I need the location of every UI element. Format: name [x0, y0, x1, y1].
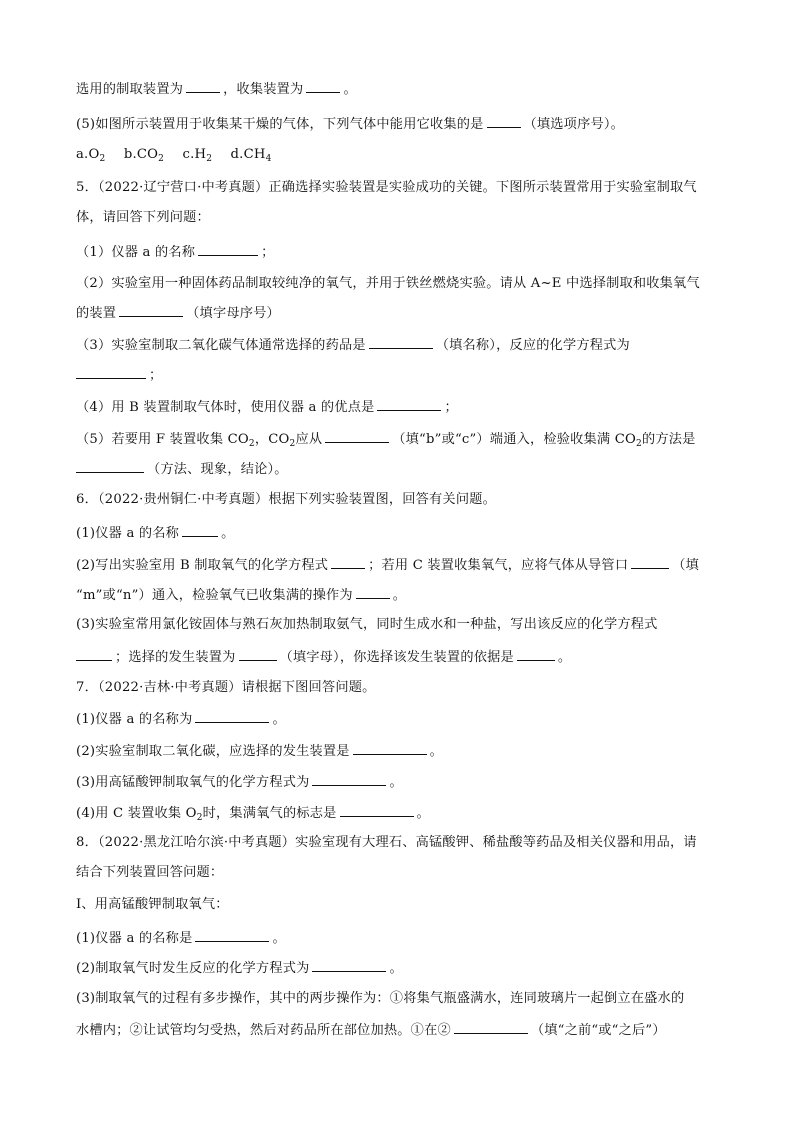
text: 水槽内；②让试管均匀受热，然后对药品所在部位加热。①在②: [76, 1023, 451, 1038]
answer-blank[interactable]: [186, 78, 220, 93]
text-line: [76, 740, 443, 762]
text: 应从: [295, 432, 323, 447]
question-heading: [76, 678, 376, 698]
text: 。: [221, 526, 235, 541]
option-d: d.CH: [230, 147, 266, 162]
text: 。: [429, 744, 444, 759]
answer-blank[interactable]: [353, 740, 427, 755]
text: ；: [261, 245, 275, 260]
text: (3)实验室常用氯化铵固体与熟石灰加热制取氨气，同时生成水和一种盐，写出该反应的化学方程式: [76, 617, 658, 632]
text: 的方法是: [641, 432, 696, 447]
answer-blank[interactable]: [369, 334, 433, 349]
text: 体，请回答下列问题：: [76, 210, 210, 225]
text-line: [76, 863, 223, 883]
text-line: [76, 334, 630, 356]
text: 。: [557, 650, 572, 665]
answer-blank[interactable]: [195, 927, 269, 942]
text: ；: [149, 368, 163, 383]
text-line: [76, 396, 458, 418]
text: (1)仪器 a 的名称为: [76, 712, 193, 727]
text-line: [76, 646, 571, 668]
text: (1)仪器 a 的名称: [76, 526, 180, 541]
subscript: 2: [158, 154, 165, 164]
answer-blank[interactable]: [182, 522, 218, 537]
text: 选用的制取装置为: [76, 82, 184, 97]
answer-blank[interactable]: [312, 957, 386, 972]
text-line: [76, 208, 210, 228]
text-line: [76, 989, 684, 1009]
text: （填字母），你选择该发生装置的依据是: [279, 650, 514, 665]
text: （4）用 B 装置制取气体时，使用仪器 a 的优点是: [76, 400, 375, 415]
answer-blank[interactable]: [325, 428, 389, 443]
text: ；若用 C 装置收集氧气，应将气体从导管口: [368, 558, 629, 573]
text: Ⅰ、用高锰酸钾制取氧气：: [76, 897, 229, 912]
text: ；: [444, 400, 458, 415]
option-b: b.CO: [123, 147, 159, 162]
answer-blank[interactable]: [340, 802, 414, 817]
text-line: [76, 708, 286, 730]
answer-blank[interactable]: [631, 554, 669, 569]
question-heading: [76, 833, 697, 853]
text-line: [76, 458, 288, 480]
subscript: 4: [265, 154, 272, 164]
text: (4)用 C 装置收集 O: [76, 806, 197, 821]
text: （填: [672, 558, 699, 573]
text: 。: [272, 931, 286, 946]
subscript: 2: [196, 813, 203, 823]
answer-blank[interactable]: [198, 241, 258, 256]
text: 5．（2022·辽宁营口·中考真题）正确选择实验装置是实验成功的关键。下图所示装置常用于实验室制取气: [76, 180, 697, 195]
text: (3)用高锰酸钾制取氧气的化学方程式为: [76, 775, 310, 790]
text: ；选择的发生装置为: [115, 650, 236, 665]
text: （1）仪器 a 的名称: [76, 245, 196, 260]
text-line: [76, 241, 275, 263]
section-heading: [76, 895, 229, 915]
answer-blank[interactable]: [76, 364, 146, 379]
answer-blank[interactable]: [356, 584, 390, 599]
text: 的装置: [76, 306, 117, 321]
text: （填名称），反应的化学方程式为: [435, 338, 630, 353]
answer-blank[interactable]: [517, 646, 555, 661]
text: （填选项序号）。: [523, 117, 625, 132]
text: 7．（2022·吉林·中考真题）请根据下图回答问题。: [76, 680, 376, 695]
text: (1)仪器 a 的名称是: [76, 931, 193, 946]
question-heading: [76, 490, 496, 510]
text-line: [76, 771, 403, 793]
subscript: 2: [99, 154, 106, 164]
text-line: [76, 428, 696, 450]
answer-blank[interactable]: [119, 302, 183, 317]
text: （填字母序号）: [186, 306, 280, 321]
text: 。: [416, 806, 430, 821]
text-line: [76, 113, 624, 135]
subscript: 2: [289, 439, 296, 449]
text: （填“b”或“c”）端通入，检验收集满 CO: [392, 432, 636, 447]
text-line: [76, 615, 658, 635]
text-line: [76, 274, 700, 294]
text: (2)写出实验室用 B 制取氧气的化学方程式: [76, 558, 329, 573]
text: （5）若要用 F 装置收集 CO: [76, 432, 249, 447]
text-line: [76, 1019, 666, 1041]
text-line: [76, 927, 286, 949]
text: (2)制取氧气时发生反应的化学方程式为: [76, 961, 310, 976]
answer-blank[interactable]: [331, 554, 365, 569]
answer-blank[interactable]: [377, 396, 441, 411]
subscript: 2: [248, 439, 255, 449]
text: 6．（2022·贵州铜仁·中考真题）根据下列实验装置图，回答有关问题。: [76, 492, 496, 507]
question-heading: [76, 178, 697, 198]
option-a: a.O: [76, 147, 100, 162]
text: (2)实验室制取二氧化碳，应选择的发生装置是: [76, 744, 350, 759]
text: 。: [389, 961, 403, 976]
text: 。: [389, 775, 403, 790]
text-line: [76, 302, 280, 324]
text-line: [76, 584, 406, 606]
text: 结合下列装置回答问题：: [76, 865, 224, 880]
text-line: [76, 522, 234, 544]
subscript: 2: [206, 154, 213, 164]
answer-blank[interactable]: [239, 646, 277, 661]
options-line: [76, 145, 272, 165]
answer-blank[interactable]: [306, 78, 340, 93]
text: （3）实验室制取二氧化碳气体通常选择的药品是: [76, 338, 366, 353]
text: ，收集装置为: [223, 82, 304, 97]
text: （填“之前“或“之后”）: [530, 1023, 666, 1038]
text: 时，集满氧气的标志是: [202, 806, 337, 821]
text-line: [76, 78, 357, 100]
answer-blank[interactable]: [487, 113, 521, 128]
text-line: [76, 554, 699, 576]
text: 。: [392, 588, 407, 603]
text: 8．（2022·黑龙江哈尔滨·中考真题）实验室现有大理石、高锰酸钾、稀盐酸等药品及相关仪器和用品，请: [76, 835, 697, 850]
text: (5)如图所示装置用于收集某干燥的气体，下列气体中能用它收集的是: [76, 117, 484, 132]
text: （2）实验室用一种固体药品制取较纯净的氧气，并用于铁丝燃烧实验。请从 A~E 中选择制取和收集氧气: [76, 276, 700, 291]
text: （方法、现象，结论）。: [147, 462, 288, 477]
answer-blank[interactable]: [76, 458, 144, 473]
text: “m”或“n”）通入，检验氧气已收集满的操作为: [76, 588, 353, 603]
option-c: c.H: [182, 147, 207, 162]
text: 。: [272, 712, 286, 727]
text-line: [76, 957, 403, 979]
answer-blank[interactable]: [76, 646, 112, 661]
text: 。: [343, 82, 357, 97]
answer-blank[interactable]: [195, 708, 269, 723]
answer-blank[interactable]: [312, 771, 386, 786]
text: (3)制取氧气的过程有多步操作，其中的两步操作为：①将集气瓶盛满水，连同玻璃片一起倒立在盛水的: [76, 991, 685, 1006]
text: ，CO: [254, 432, 290, 447]
text-line: [76, 364, 162, 386]
answer-blank[interactable]: [454, 1019, 528, 1034]
subscript: 2: [636, 439, 642, 449]
text-line: [76, 802, 430, 824]
